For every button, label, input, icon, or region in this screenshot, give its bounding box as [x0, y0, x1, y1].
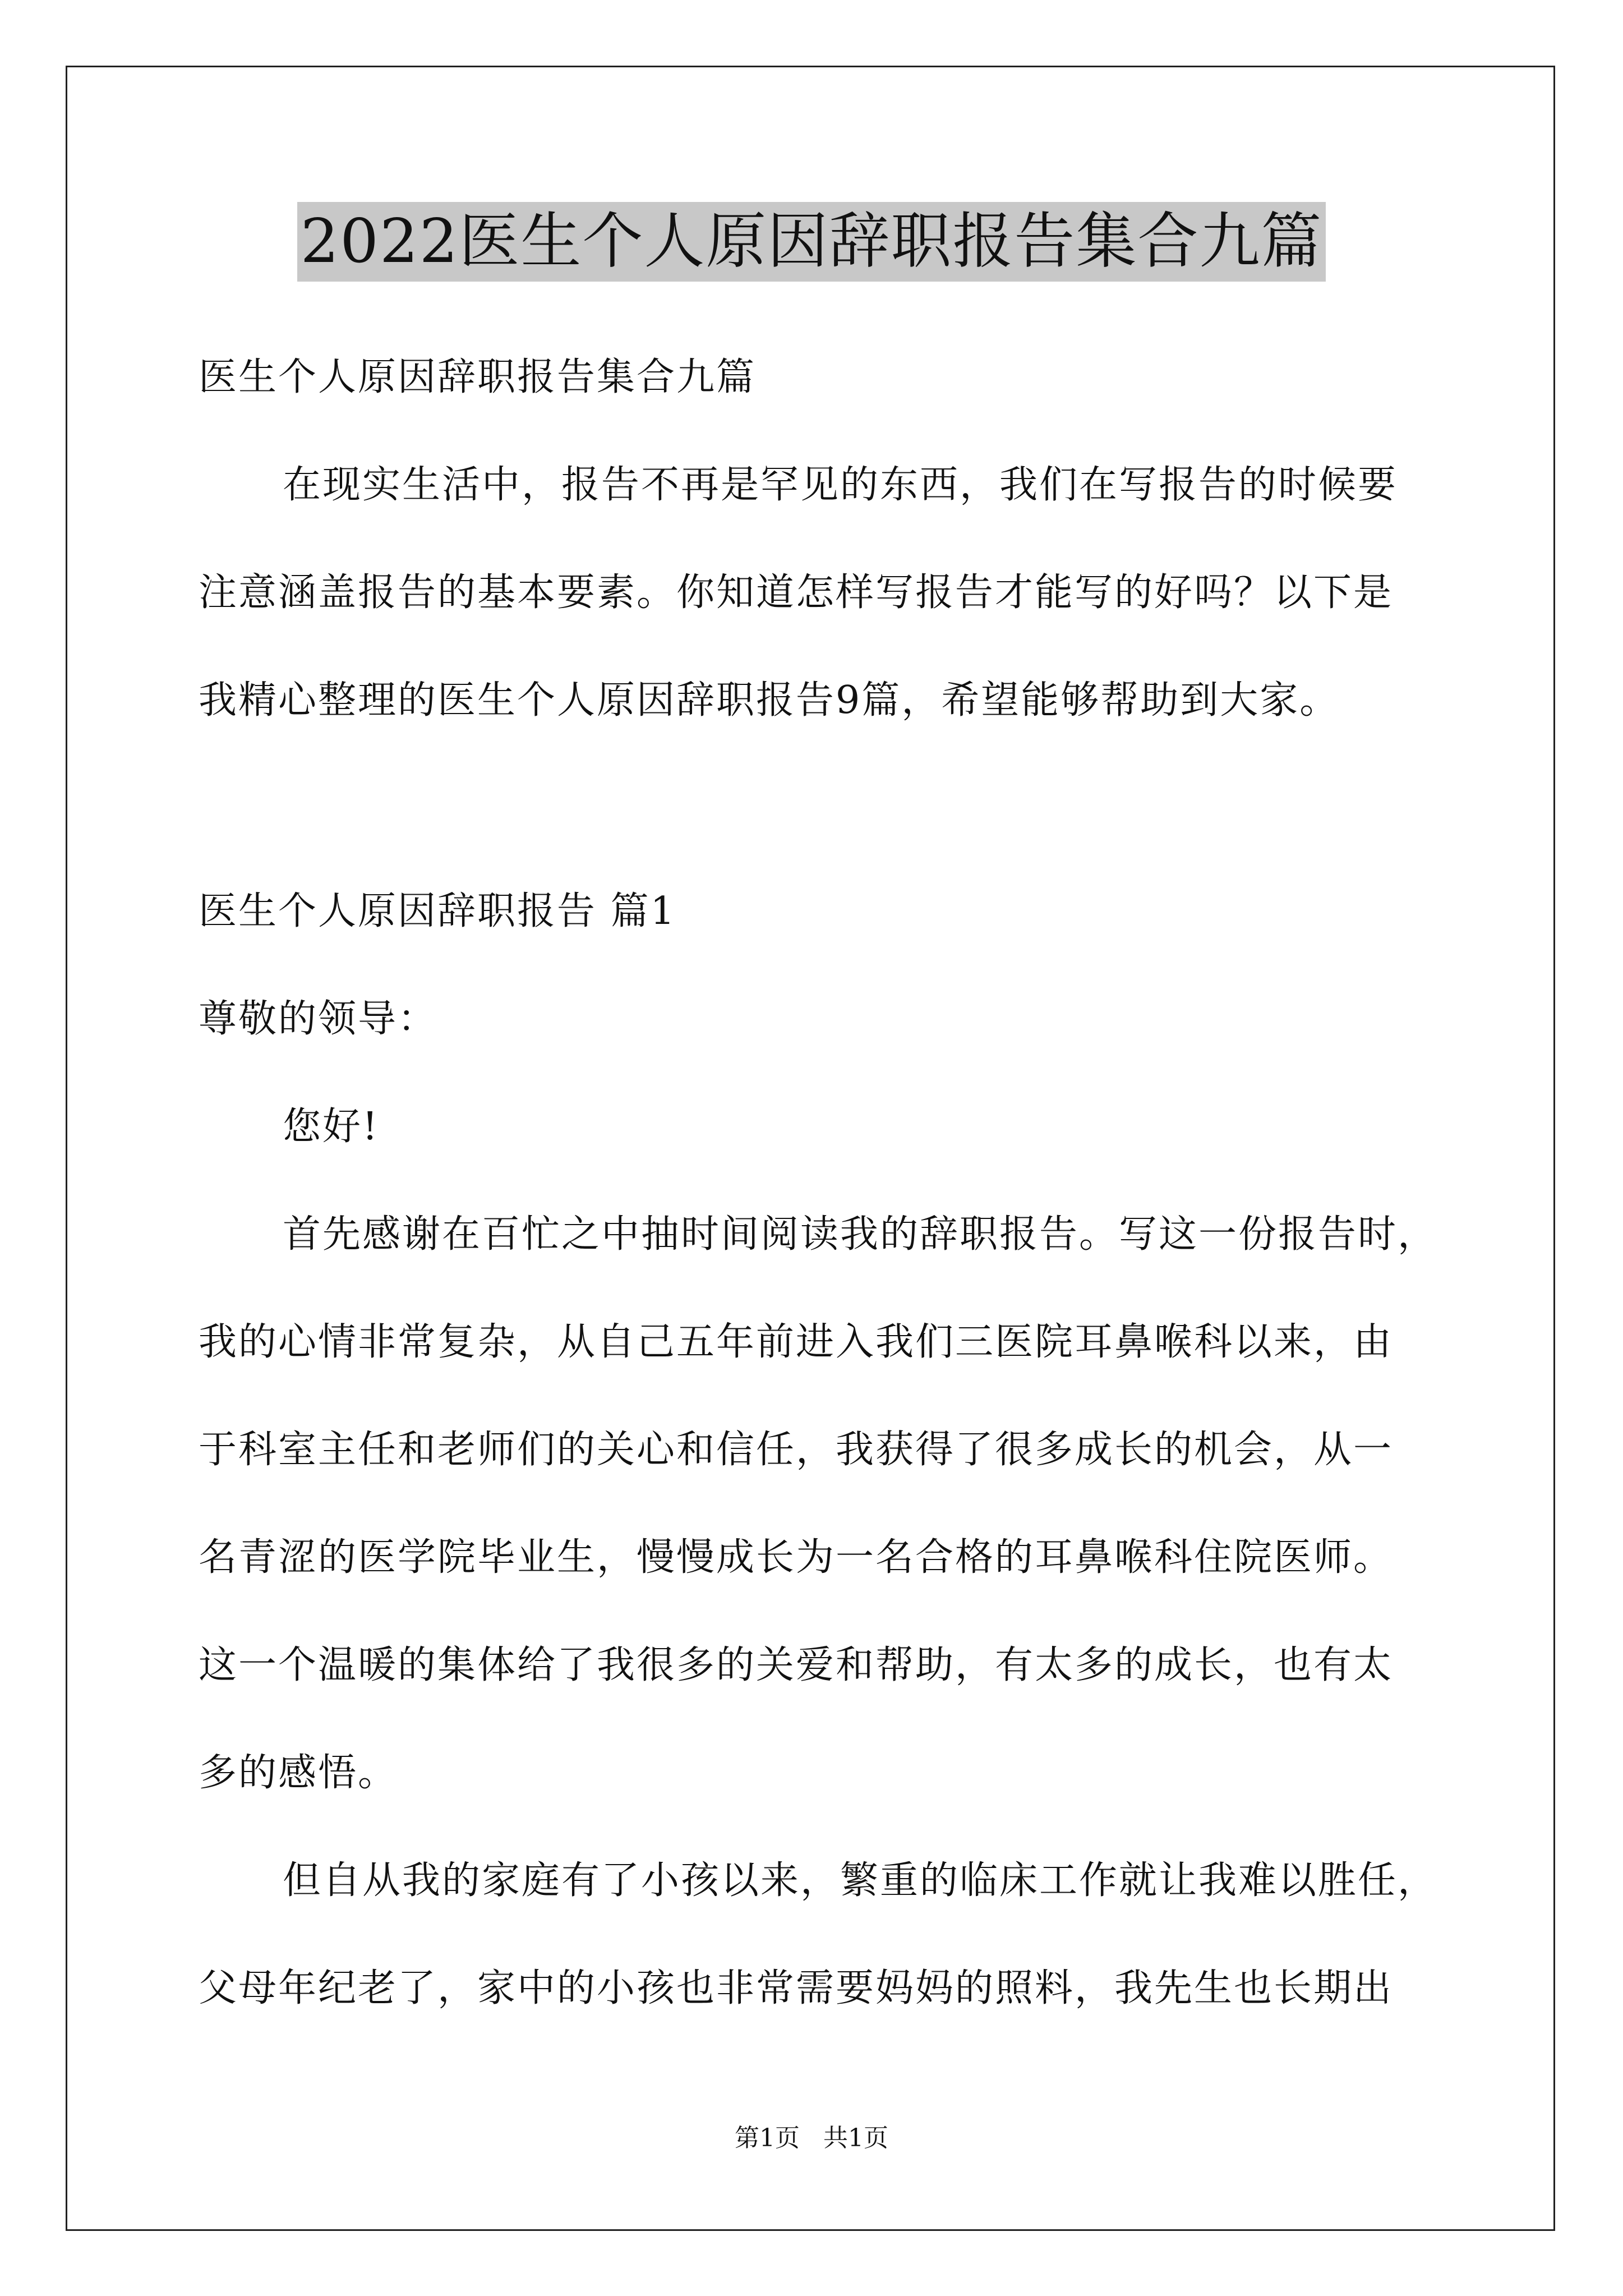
paragraph-line: 于科室主任和老师们的关心和信任，我获得了很多成长的机会，从一	[199, 1428, 1394, 1472]
greeting: 您好!	[283, 1105, 380, 1149]
paragraph-line: 名青涩的医学院毕业生，慢慢成长为一名合格的耳鼻喉科住院医师。	[199, 1535, 1394, 1580]
title-wrap	[0, 202, 1623, 282]
document-subtitle: 医生个人原因辞职报告集合九篇	[199, 355, 757, 399]
salutation: 尊敬的领导：	[199, 997, 438, 1041]
document-title: 2022医生个人原因辞职报告集合九篇	[297, 202, 1326, 282]
paragraph-line: 我的心情非常复杂，从自己五年前进入我们三医院耳鼻喉科以来，由	[199, 1320, 1394, 1364]
paragraph-line: 这一个温暖的集体给了我很多的关爱和帮助，有太多的成长，也有太	[199, 1643, 1394, 1687]
intro-line: 注意涵盖报告的基本要素。你知道怎样写报告才能写的好吗？以下是	[199, 570, 1394, 615]
paragraph-line: 多的感悟。	[199, 1751, 398, 1795]
intro-line: 我精心整理的医生个人原因辞职报告9篇，希望能够帮助到大家。	[199, 678, 1340, 723]
page-footer: 第1页 共1页	[735, 2124, 888, 2152]
paragraph-line: 父母年纪老了，家中的小孩也非常需要妈妈的照料，我先生也长期出	[199, 1966, 1394, 2010]
intro-line: 在现实生活中，报告不再是罕见的东西，我们在写报告的时候要	[283, 463, 1398, 507]
paragraph-line: 但自从我的家庭有了小孩以来，繁重的临床工作就让我难以胜任，	[283, 1858, 1438, 1903]
paragraph-line: 首先感谢在百忙之中抽时间阅读我的辞职报告。写这一份报告时，	[283, 1212, 1438, 1257]
section-heading: 医生个人原因辞职报告 篇1	[199, 889, 676, 933]
